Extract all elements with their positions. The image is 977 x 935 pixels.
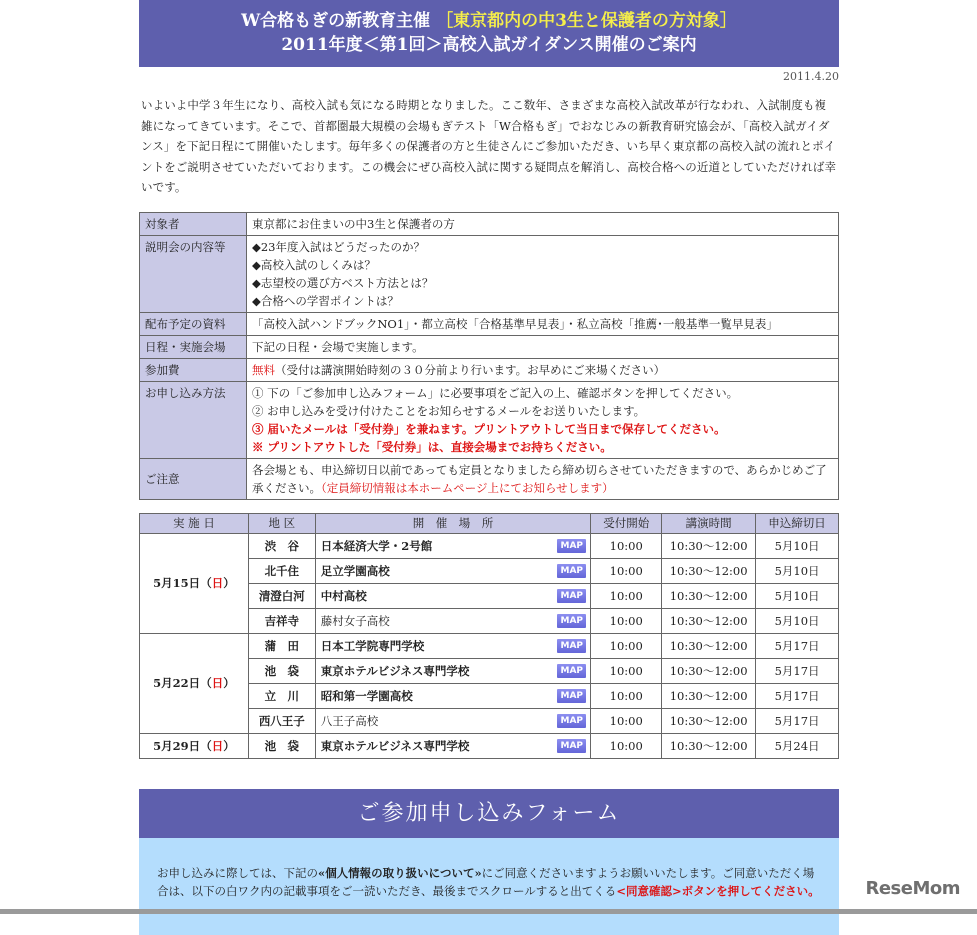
lecture-time: 10:30〜12:00: [662, 583, 756, 608]
map-button[interactable]: MAP: [557, 589, 586, 603]
area: 北千住: [248, 558, 315, 583]
deadline: 5月24日: [756, 733, 839, 758]
header-title: W合格もぎの新教育主催 ［東京都内の中3生と保護者の方対象］: [241, 11, 737, 31]
apply-step: ※ プリントアウトした「受付券」は、直接会場までお持ちください。: [252, 439, 612, 454]
open-time: 10:00: [591, 708, 662, 733]
area: 蒲 田: [248, 633, 315, 658]
info-label: ご注意: [140, 458, 247, 499]
area: 吉祥寺: [248, 608, 315, 633]
info-row-target: [140, 212, 839, 235]
lecture-time: 10:30〜12:00: [662, 533, 756, 558]
info-value: 東京都にお住まいの中3生と保護者の方: [247, 212, 839, 235]
lecture-time: 10:30〜12:00: [662, 558, 756, 583]
info-value: 下記の日程・会場で実施します。: [247, 335, 839, 358]
area: 渋 谷: [248, 533, 315, 558]
info-value: [247, 381, 839, 458]
privacy-policy-link: «個人情報の取り扱いについて»: [318, 865, 482, 880]
info-value: 無料（受付は講演開始時刻の３０分前より行います。お早めにご来場ください）: [247, 358, 839, 381]
bottom-scroll-edge: [0, 909, 977, 914]
info-label: 参加費: [140, 358, 247, 381]
resemom-logo: ReseMom: [865, 878, 960, 899]
event-date: 5月22日（日）: [140, 633, 249, 733]
venue: 東京ホテルビジネス専門学校 MAP: [315, 658, 590, 683]
lecture-time: 10:30〜12:00: [662, 683, 756, 708]
event-date: 5月15日（日）: [140, 533, 249, 633]
info-row-content: [140, 235, 839, 312]
form-title: ご参加申し込みフォーム: [139, 789, 839, 838]
content-item: ◆23年度入試はどうだったのか？: [252, 239, 425, 254]
fee-free: 無料: [252, 362, 275, 377]
deadline: 5月10日: [756, 583, 839, 608]
table-row: [140, 733, 839, 758]
info-value: 「高校入試ハンドブックNO1」・都立高校「合格基準早見表」・私立高校「推薦･一般基準一覧早見表」: [247, 312, 839, 335]
info-row-apply: [140, 381, 839, 458]
column-header: 開 催 場 所: [315, 513, 590, 533]
lecture-time: 10:30〜12:00: [662, 608, 756, 633]
page-header: [139, 0, 839, 67]
info-value: [247, 235, 839, 312]
page: [139, 0, 839, 935]
lecture-time: 10:30〜12:00: [662, 708, 756, 733]
map-button[interactable]: MAP: [557, 689, 586, 703]
column-header: 受付開始: [591, 513, 662, 533]
apply-step: ② お申し込みを受け付けたことをお知らせするメールをお送りいたします。: [252, 403, 646, 418]
venue: 東京ホテルビジネス専門学校 MAP: [315, 733, 590, 758]
map-button[interactable]: MAP: [557, 564, 586, 578]
open-time: 10:00: [591, 658, 662, 683]
schedule-table: [139, 513, 839, 759]
open-time: 10:00: [591, 683, 662, 708]
map-button[interactable]: MAP: [557, 639, 586, 653]
open-time: 10:00: [591, 583, 662, 608]
column-header: 申込締切日: [756, 513, 839, 533]
content-item: ◆合格への学習ポイントは？: [252, 293, 399, 308]
open-time: 10:00: [591, 608, 662, 633]
table-row: [140, 533, 839, 558]
info-row-materials: [140, 312, 839, 335]
area: 清澄白河: [248, 583, 315, 608]
event-date: 5月29日（日）: [140, 733, 249, 758]
venue: 昭和第一学園高校 MAP: [315, 683, 590, 708]
schedule-header-row: [140, 513, 839, 533]
map-button[interactable]: MAP: [557, 714, 586, 728]
info-label: 対象者: [140, 212, 247, 235]
column-header: 実 施 日: [140, 513, 249, 533]
header-highlight: ［東京都内の中3生と保護者の方対象］: [436, 11, 737, 31]
venue: 足立学園高校 MAP: [315, 558, 590, 583]
info-row-schedule: [140, 335, 839, 358]
apply-step: ③ 届いたメールは「受付券」を兼ねます。プリントアウトして当日まで保存してください。: [252, 421, 726, 436]
intro-paragraph: いよいよ中学３年生になり、高校入試も気になる時期となりました。ここ数年、さまざまな高校入試改革が行なわれ、入試制度も複雑になってきています。そこで、首都圏最大規模の会場もぎテスト「W合格もぎ」でおなじみの新教育研究協会が、「高校入試ガイダンス」を下記日程にて開催いたします。毎年多くの保護者の方と生徒さんにご参加いただき、いち早く東京都の高校入試の流れとポイントをご説明させていただいております。この機会にぜひ高校入試に関する疑問点を解消し、高校合格への近道としていただければ幸いです。: [141, 98, 837, 194]
column-header: 講演時間: [662, 513, 756, 533]
deadline: 5月10日: [756, 558, 839, 583]
column-header: 地 区: [248, 513, 315, 533]
open-time: 10:00: [591, 533, 662, 558]
open-time: 10:00: [591, 633, 662, 658]
deadline: 5月17日: [756, 658, 839, 683]
area: 池 袋: [248, 733, 315, 758]
info-label: お申し込み方法: [140, 381, 247, 458]
info-table: [139, 212, 839, 500]
deadline: 5月17日: [756, 683, 839, 708]
deadline: 5月10日: [756, 533, 839, 558]
map-button[interactable]: MAP: [557, 664, 586, 678]
info-row-fee: [140, 358, 839, 381]
content-item: ◆高校入試のしくみは？: [252, 257, 376, 272]
info-value: 各会場とも、申込締切日以前であっても定員となりましたら締め切らさせていただきますので、あらかじめご了承ください。（定員締切情報は本ホームページ上にてお知らせします）: [247, 458, 839, 499]
map-button[interactable]: MAP: [557, 539, 586, 553]
deadline: 5月10日: [756, 608, 839, 633]
header-subtitle: 2011年度＜第1回＞高校入試ガイダンス開催のご案内: [281, 35, 697, 55]
area: 立 川: [248, 683, 315, 708]
info-label: 配布予定の資料: [140, 312, 247, 335]
lecture-time: 10:30〜12:00: [662, 658, 756, 683]
info-label: 日程・実施会場: [140, 335, 247, 358]
venue: 中村高校 MAP: [315, 583, 590, 608]
area: 西八王子: [248, 708, 315, 733]
venue: 八王子高校 MAP: [315, 708, 590, 733]
publish-date: 2011.4.20: [783, 70, 839, 83]
open-time: 10:00: [591, 733, 662, 758]
apply-step: ① 下の「ご参加申し込みフォーム」に必要事項をご記入の上、確認ボタンを押してください。: [252, 385, 739, 400]
deadline: 5月17日: [756, 708, 839, 733]
area: 池 袋: [248, 658, 315, 683]
venue: 日本工学院専門学校 MAP: [315, 633, 590, 658]
open-time: 10:00: [591, 558, 662, 583]
form-instructions: お申し込みに際しては、下記の«個人情報の取り扱いについて»にご同意くださいますようお願いいたします。ご同意いただく場合は、以下の白ワク内の記載事項をご一読いただき、最後までスクロールすると出てくる<同意確認>ボタンを押してください。: [139, 838, 839, 935]
map-button[interactable]: MAP: [557, 739, 586, 753]
table-row: [140, 633, 839, 658]
venue: 藤村女子高校 MAP: [315, 608, 590, 633]
deadline: 5月17日: [756, 633, 839, 658]
map-button[interactable]: MAP: [557, 614, 586, 628]
info-row-notice: [140, 458, 839, 499]
content-item: ◆志望校の選び方ベスト方法とは？: [252, 275, 434, 290]
lecture-time: 10:30〜12:00: [662, 633, 756, 658]
info-label: 説明会の内容等: [140, 235, 247, 312]
lecture-time: 10:30〜12:00: [662, 733, 756, 758]
agree-instruction: <同意確認>ボタンを押してください。: [616, 883, 820, 898]
venue: 日本経済大学・2号館 MAP: [315, 533, 590, 558]
